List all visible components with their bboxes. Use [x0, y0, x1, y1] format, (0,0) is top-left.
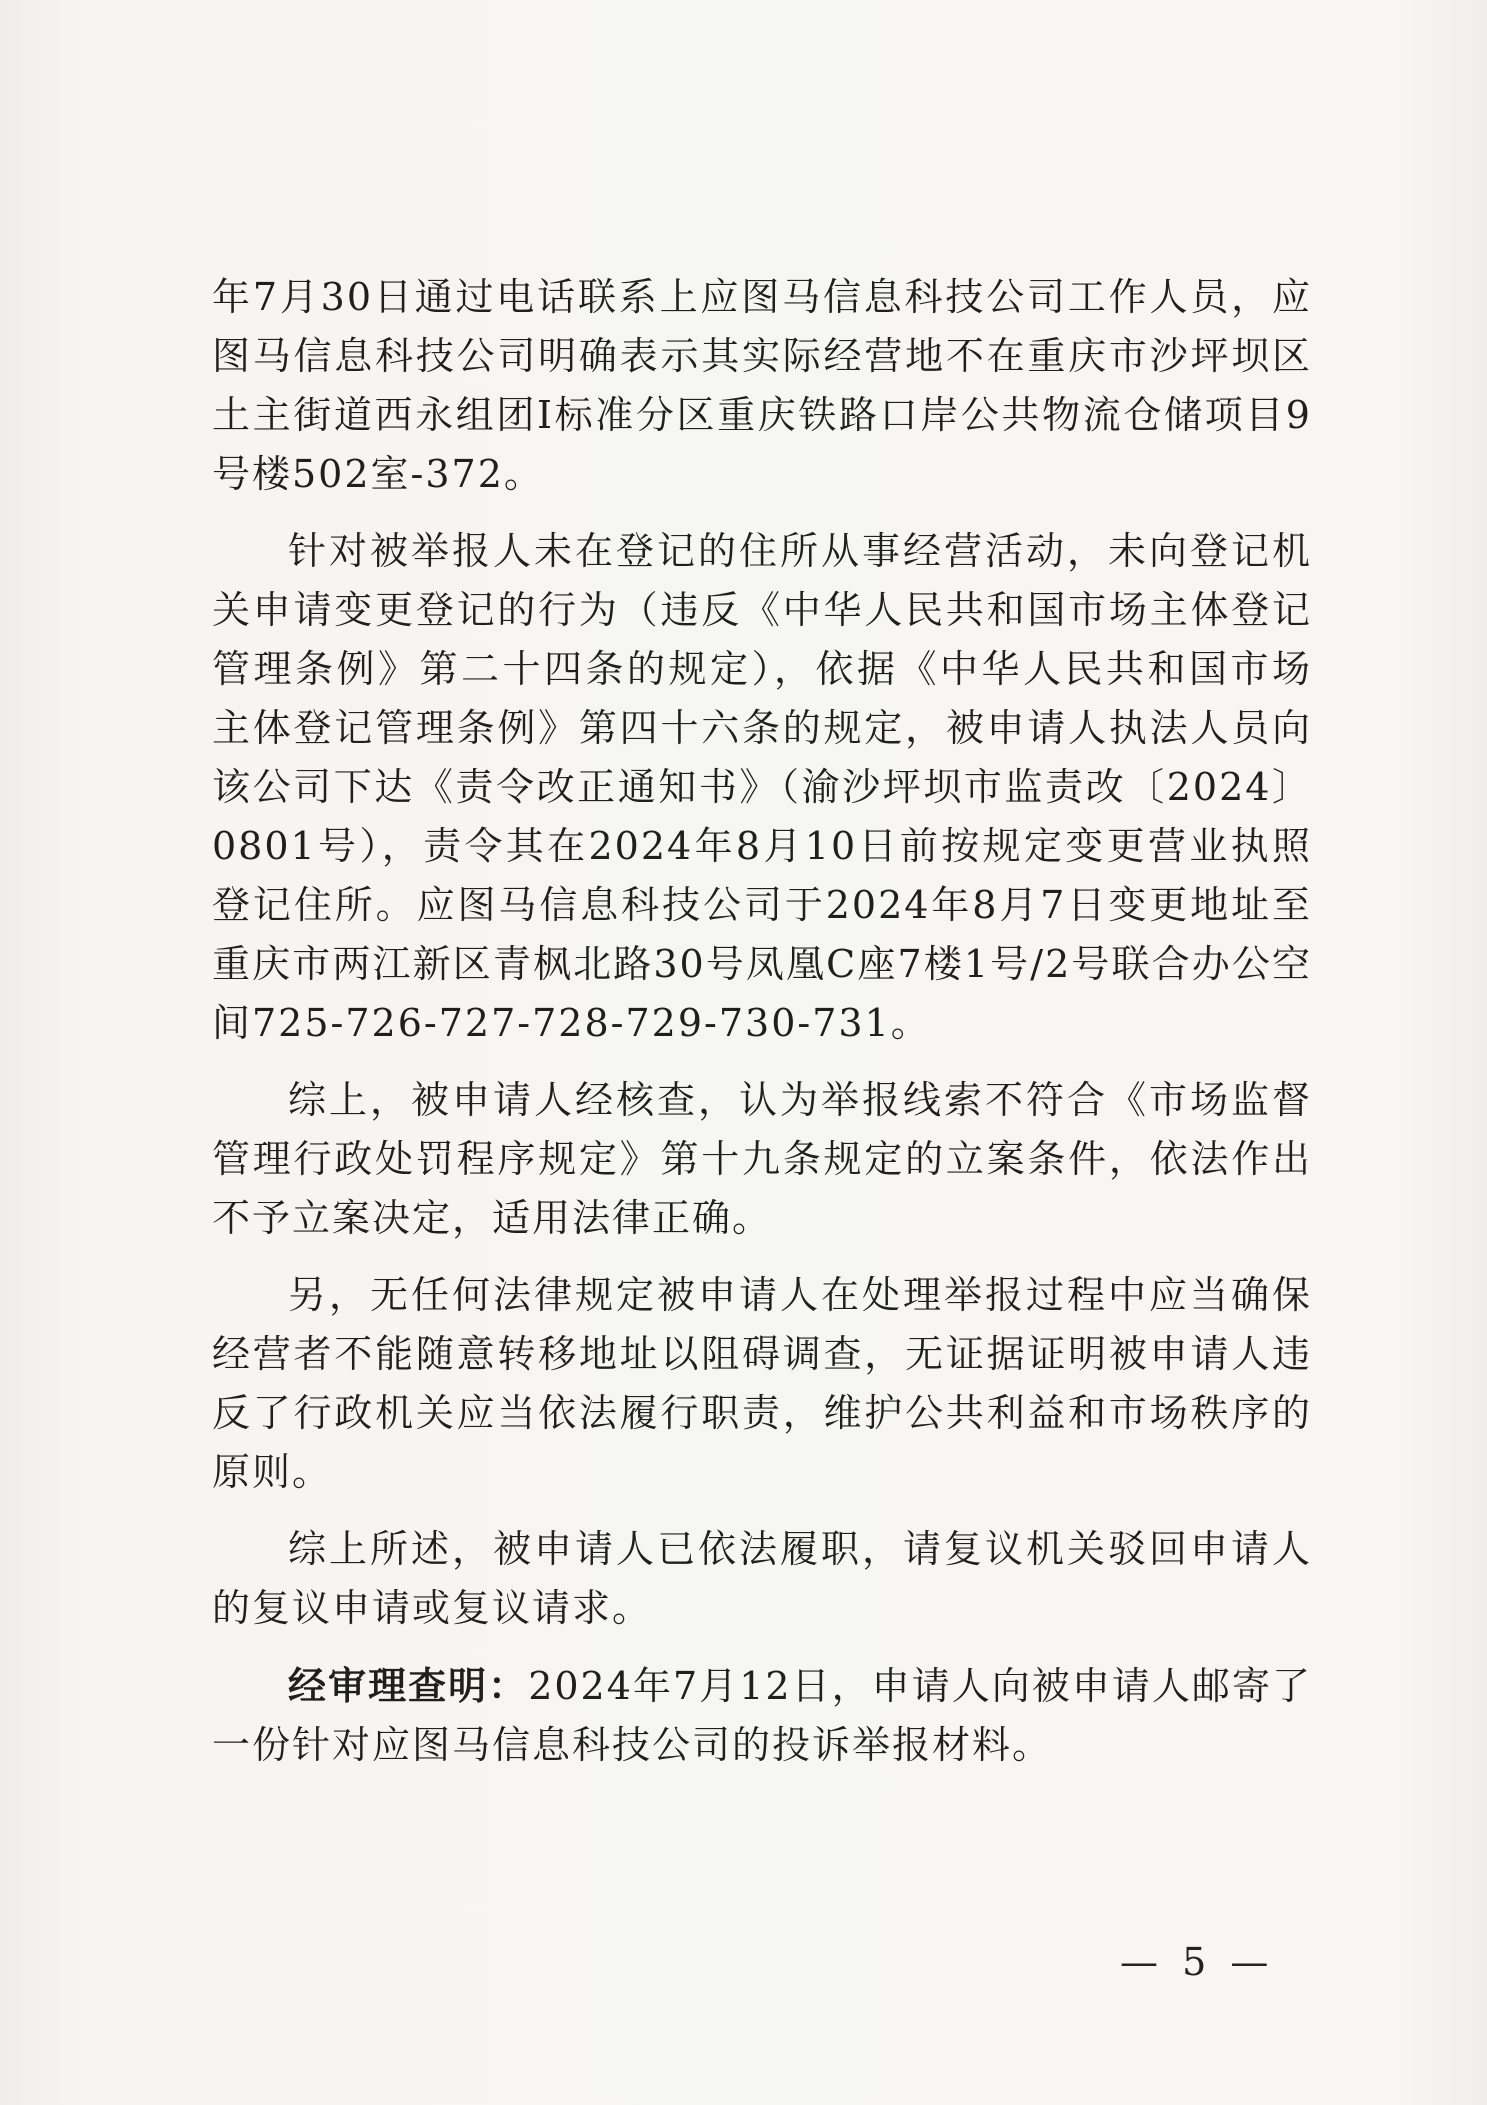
- document-body: [212, 268, 1312, 1793]
- paragraph-1: [212, 268, 1312, 504]
- paragraph-6-text: 2024年7月12日，申请人向被申请人邮寄了一份针对应图马信息科技公司的投诉举报材料。: [212, 1664, 1312, 1767]
- page-number: — 5 —: [1120, 1940, 1275, 1984]
- paragraph-4: [212, 1266, 1312, 1502]
- paragraph-2-text: 针对被举报人未在登记的住所从事经营活动，未向登记机关申请变更登记的行为（违反《中华人民共和国市场主体登记管理条例》第二十四条的规定），依据《中华人民共和国市场主体登记管理条例》第四十六条的规定，被申请人执法人员向该公司下达《责令改正通知书》（渝沙坪坝市监责改〔2024〕0801号），责令其在2024年8月10日前按规定变更营业执照登记住所。应图马信息科技公司于2024年8月7日变更地址至重庆市两江新区青枫北路30号凤凰C座7楼1号/2号联合办公空间725-726-727-728-729-730-731。: [212, 529, 1312, 1045]
- paragraph-1-text: 年7月30日通过电话联系上应图马信息科技公司工作人员，应图马信息科技公司明确表示其实际经营地不在重庆市沙坪坝区土主街道西永组团Ⅰ标准分区重庆铁路口岸公共物流仓储项目9号楼502室-372。: [212, 275, 1312, 496]
- findings-heading: 经审理查明：: [288, 1663, 529, 1708]
- paragraph-3: [212, 1071, 1312, 1248]
- paragraph-6: [212, 1656, 1312, 1775]
- paragraph-5-text: 综上所述，被申请人已依法履职，请复议机关驳回申请人的复议申请或复议请求。: [212, 1527, 1312, 1630]
- paragraph-5: [212, 1520, 1312, 1638]
- paragraph-3-text: 综上，被申请人经核查，认为举报线索不符合《市场监督管理行政处罚程序规定》第十九条规定的立案条件，依法作出不予立案决定，适用法律正确。: [212, 1078, 1312, 1240]
- paragraph-2: [212, 522, 1312, 1053]
- paragraph-4-text: 另，无任何法律规定被申请人在处理举报过程中应当确保经营者不能随意转移地址以阻碍调查，无证据证明被申请人违反了行政机关应当依法履行职责，维护公共利益和市场秩序的原则。: [212, 1273, 1312, 1494]
